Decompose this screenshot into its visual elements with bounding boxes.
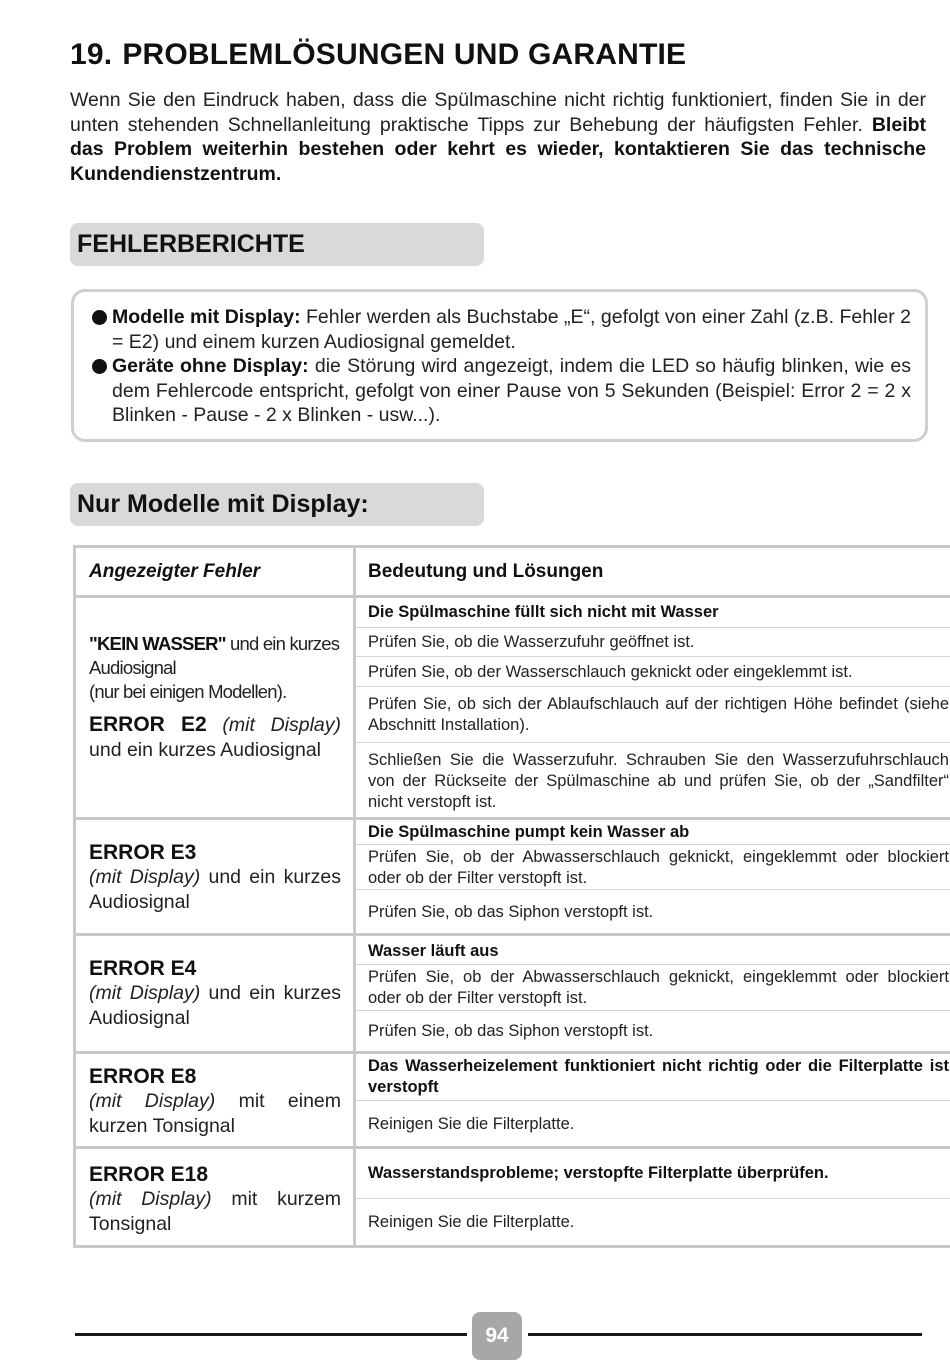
- footer-divider-left: [75, 1333, 467, 1336]
- solution-tip: Prüfen Sie, ob das Siphon verstopft ist.: [356, 1010, 950, 1051]
- error-description: (mit Display) und ein kurzes Audiosignal: [89, 866, 341, 913]
- info-item-label: Geräte ohne Display:: [112, 355, 309, 377]
- section-title: PROBLEMLÖSUNGEN UND GARANTIE: [122, 38, 687, 71]
- solution-tip: Prüfen Sie, ob der Abwasserschlauch geknickt, eingeklemmt oder blockiert oder ob der Filter verstopft ist.: [356, 844, 950, 889]
- bullet-icon: [92, 310, 107, 325]
- solution-tip: Prüfen Sie, ob sich der Ablaufschlauch auf der richtigen Höhe befindet (siehe Abschnitt Installation).: [356, 686, 950, 742]
- error-description: (mit Display) mit einem kurzen Tonsignal: [89, 1090, 342, 1137]
- error-description: (mit Display) mit kurzem Tonsignal: [89, 1188, 341, 1235]
- bullet-icon: [92, 359, 107, 374]
- problem-title: Die Spülmaschine pumpt kein Wasser ab: [368, 823, 690, 841]
- section-number: 19.: [70, 38, 113, 71]
- info-item-label: Modelle mit Display:: [112, 306, 301, 328]
- solution-cell-e4: [355, 935, 950, 1053]
- solution-tip: Prüfen Sie, ob die Wasserzufuhr geöffnet ist.: [356, 627, 950, 656]
- error-code: ERROR E4: [89, 957, 197, 980]
- problem-title: Wasserstandsprobleme; verstopfte Filterplatte überprüfen.: [368, 1164, 829, 1182]
- section-heading-error-reports: FEHLERBERICHTE: [70, 223, 484, 266]
- error-code: ERROR E8: [89, 1065, 197, 1088]
- error-cell-e4: [75, 935, 355, 1053]
- intro-text: Wenn Sie den Eindruck haben, dass die Spülmaschine nicht richtig funktioniert, finden Sie in der unten stehenden Schnellanleitung praktische Tipps zur Behebung der häufigsten Fehler.: [70, 89, 926, 136]
- error-cell-e3: [75, 819, 355, 935]
- error-cell-e2: [75, 597, 355, 819]
- table-header-right: Bedeutung und Lösungen: [355, 547, 950, 597]
- footer-divider-right: [528, 1333, 922, 1336]
- page-title: [70, 38, 686, 72]
- section-heading-display-models: Nur Modelle mit Display:: [70, 483, 484, 526]
- no-water-message: "KEIN WASSER" und ein kurzes Audiosignal: [89, 633, 340, 678]
- error-cell-e8: [75, 1053, 355, 1148]
- table-row: [75, 597, 950, 819]
- page-number: 94: [472, 1312, 522, 1360]
- error-description: ERROR E2 (mit Display) und ein kurzes Audiosignal: [89, 713, 342, 761]
- info-item-without-display: [92, 354, 911, 428]
- table-header-row: [75, 547, 950, 597]
- solution-cell-e3: [355, 819, 950, 935]
- info-item-with-display: [92, 305, 911, 354]
- solution-tip: Prüfen Sie, ob das Siphon verstopft ist.: [356, 889, 950, 933]
- table-row: [75, 819, 950, 935]
- table-row: [75, 1148, 950, 1247]
- solution-tip: Prüfen Sie, ob der Abwasserschlauch geknickt, eingeklemmt oder blockiert oder ob der Filter verstopft ist.: [356, 964, 950, 1010]
- solution-cell-e18: [355, 1148, 950, 1247]
- table-row: [75, 1053, 950, 1148]
- no-water-note: (nur bei einigen Modellen).: [89, 681, 287, 702]
- table-header-left: Angezeigter Fehler: [75, 547, 355, 597]
- error-report-info-box: [71, 289, 928, 442]
- error-code: ERROR E2: [89, 713, 207, 736]
- solution-cell-e2: [355, 597, 950, 819]
- error-code-table: [73, 545, 950, 1248]
- problem-title: Wasser läuft aus: [368, 942, 499, 960]
- error-code: ERROR E18: [89, 1163, 209, 1186]
- solution-tip: Reinigen Sie die Filterplatte.: [356, 1198, 950, 1245]
- solution-tip: Reinigen Sie die Filterplatte.: [356, 1100, 950, 1146]
- solution-tip: Prüfen Sie, ob der Wasserschlauch geknickt oder eingeklemmt ist.: [356, 656, 950, 686]
- problem-title: Das Wasserheizelement funktioniert nicht richtig oder die Filterplatte ist verstopft: [368, 1057, 949, 1096]
- solution-cell-e8: [355, 1053, 950, 1148]
- problem-title: Die Spülmaschine füllt sich nicht mit Wasser: [368, 603, 719, 621]
- info-item-text: Fehler werden als Buchstabe „E“, gefolgt von einer Zahl (z.B. Fehler 2 = E2) und einem kurzen Audiosignal gemeldet.: [112, 306, 911, 353]
- info-item-text: die Störung wird angezeigt, indem die LED so häufig blinken, wie es dem Fehlercode entspricht, gefolgt von einer Pause von 5 Sekunden (Beispiel: Error 2 = 2 x Blinken - Pause - 2 x Blinken - usw...).: [112, 355, 912, 426]
- error-description: (mit Display) und ein kurzes Audiosignal: [89, 982, 341, 1029]
- solution-tip: Schließen Sie die Wasserzufuhr. Schrauben Sie den Wasserzufuhrschlauch von der Rückseite der Spülmaschine ab und prüfen Sie, ob der „Sandfilter“ nicht verstopft ist.: [356, 742, 950, 817]
- intro-bold-text: Bleibt das Problem weiterhin bestehen oder kehrt es wieder, kontaktieren Sie das technische Kundendienstzentrum.: [70, 113, 927, 185]
- intro-paragraph: [70, 88, 926, 186]
- table-row: [75, 935, 950, 1053]
- error-code: ERROR E3: [89, 841, 197, 864]
- error-cell-e18: [75, 1148, 355, 1247]
